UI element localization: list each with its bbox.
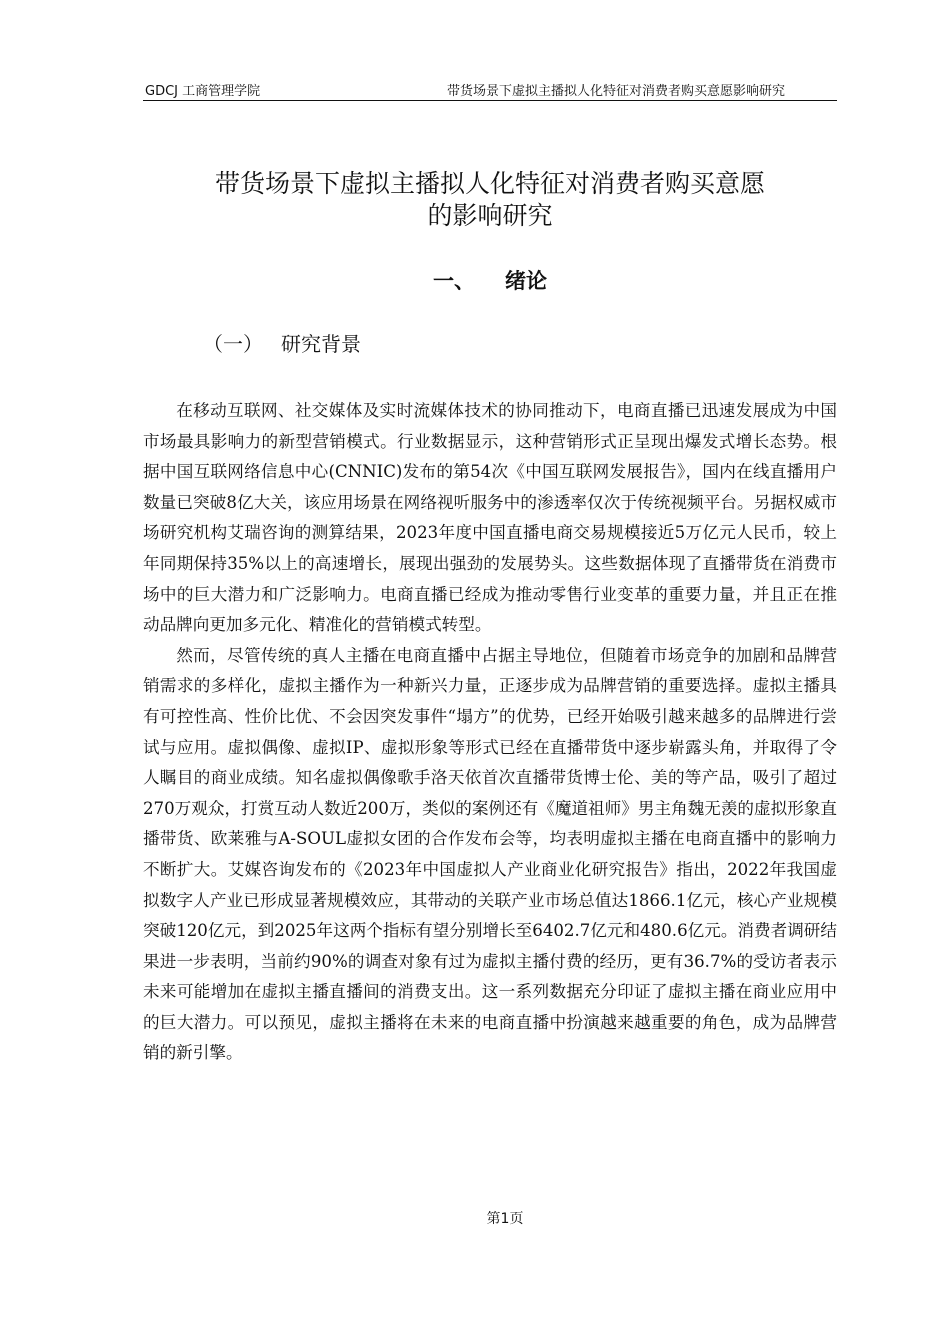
subsection-heading (203, 329, 361, 359)
subsection-number: （一） (203, 332, 263, 356)
page-header (143, 78, 837, 101)
header-running-title: 带货场景下虚拟主播拟人化特征对消费者购买意愿影响研究 (446, 84, 785, 99)
paragraph: 在移动互联网、社交媒体及实时流媒体技术的协同推动下，电商直播已迅速发展成为中国市场最具影响力的新型营销模式。行业数据显示，这种营销形式正呈现出爆发式增长态势。根据中国互联网络信息中心(CNNIC)发布的第54次《中国互联网发展报告》，国内在线直播用户数量已突破8亿大关，该应用场景在网络视听服务中的渗透率仅次于传统视频平台。另据权威市场研究机构艾瑞咨询的测算结果，2023年度中国直播电商交易规模接近5万亿元人民币，较上年同期保持35%以上的高速增长，展现出强劲的发展势头。这些数据体现了直播带货在消费市场中的巨大潜力和广泛影响力。电商直播已经成为推动零售行业变革的重要力量，并且正在推动品牌向更加多元化、精准化的营销模式转型。 (143, 401, 837, 635)
section-title: 绪论 (505, 269, 547, 293)
section-number: 一、 (433, 269, 475, 293)
header-institution: GDCJ 工商管理学院 (145, 84, 261, 99)
paragraph: 然而，尽管传统的真人主播在电商直播中占据主导地位，但随着市场竞争的加剧和品牌营销需求的多样化，虚拟主播作为一种新兴力量，正逐步成为品牌营销的重要选择。虚拟主播具有可控性高、性价比优、不会因突发事件“塌方”的优势，已经开始吸引越来越多的品牌进行尝试与应用。虚拟偶像、虚拟IP、虚拟形象等形式已经在直播带货中逐步崭露头角，并取得了令人瞩目的商业成绩。知名虚拟偶像歌手洛天依首次直播带货博士伦、美的等产品，吸引了超过270万观众，打赏互动人数近200万，类似的案例还有《魔道祖师》男主角魏无羡的虚拟形象直播带货、欧莱雅与A-SOUL虚拟女团的合作发布会等，均表明虚拟主播在电商直播中的影响力不断扩大。艾媒咨询发布的《2023年中国虚拟人产业商业化研究报告》指出，2022年我国虚拟数字人产业已形成显著规模效应，其带动的关联产业市场总值达1866.1亿元，核心产业规模突破120亿元，到2025年这两个指标有望分别增长至6402.7亿元和480.6亿元。消费者调研结果进一步表明，当前约90%的调查对象有过为虚拟主播付费的经历，更有36.7%的受访者表示未来可能增加在虚拟主播直播间的消费支出。这一系列数据充分印证了虚拟主播在商业应用中的巨大潜力。可以预见，虚拟主播将在未来的电商直播中扮演越来越重要的角色，成为品牌营销的新引擎。 (143, 645, 837, 1063)
subsection-title: 研究背景 (281, 332, 361, 356)
page-number: 第1页 (486, 1211, 524, 1227)
section-heading (143, 266, 837, 296)
document-title (143, 168, 837, 232)
title-line-2: 的影响研究 (427, 201, 553, 230)
body-text (143, 396, 837, 1069)
title-line-1: 带货场景下虚拟主播拟人化特征对消费者购买意愿 (214, 169, 765, 198)
